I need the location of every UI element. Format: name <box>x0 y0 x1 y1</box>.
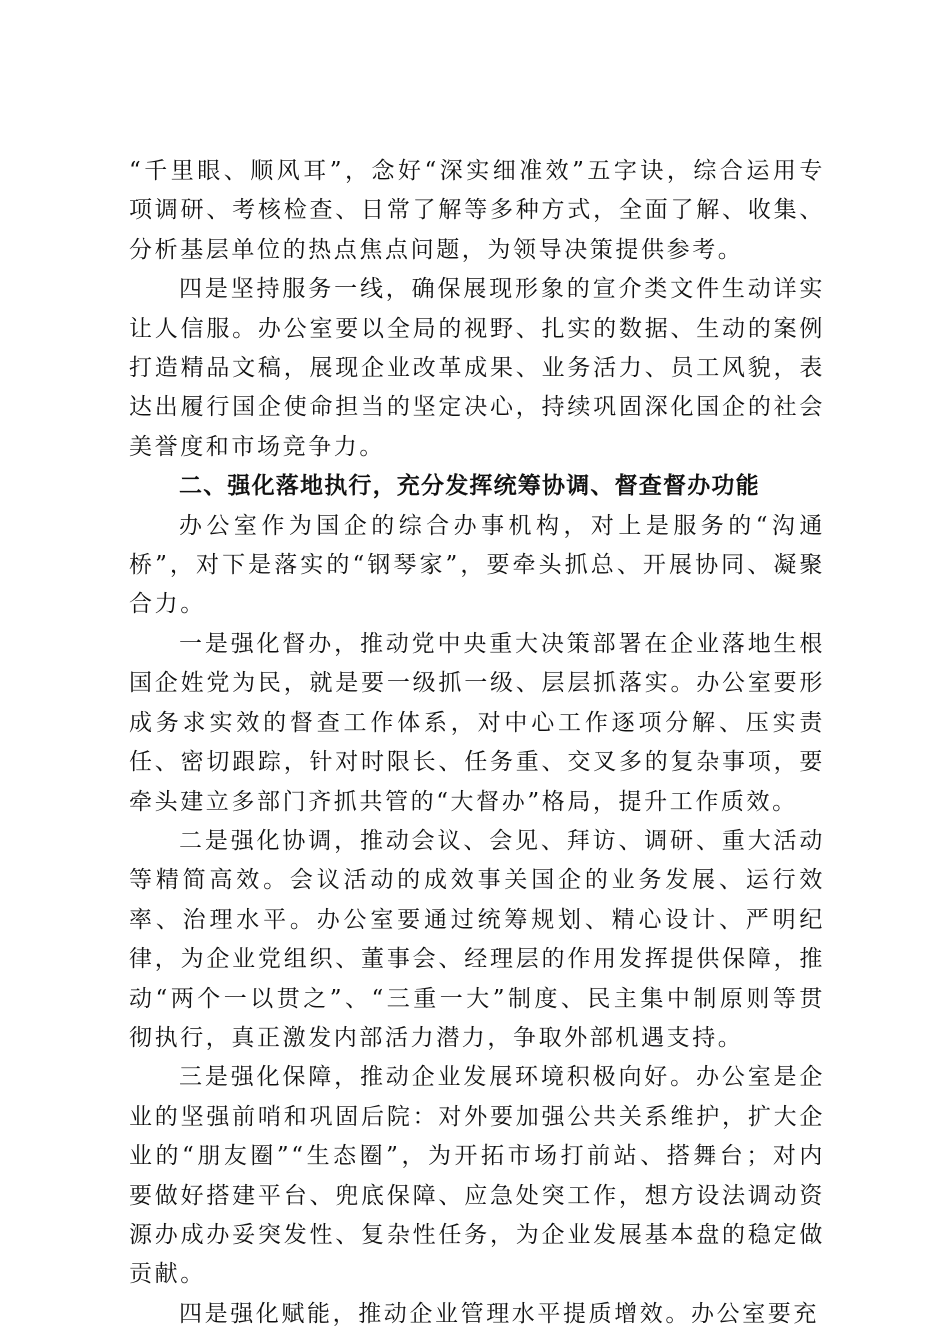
paragraph-continuation: “千里眼、顺风耳”，念好“深实细准效”五字诀，综合运用专项调研、考核检查、日常了解等多种方式，全面了解、收集、分析基层单位的热点焦点问题，为领导决策提供参考。 <box>129 158 825 263</box>
paragraph-point-four-service: 四是坚持服务一线，确保展现形象的宣介类文件生动详实让人信服。办公室要以全局的视野、扎实的数据、生动的案例打造精品文稿，展现企业改革成果、业务活力、员工风貌，表达出履行国企使命担当的坚定决心，持续巩固深化国企的社会美誉度和市场竞争力。 <box>129 276 825 460</box>
paragraph-point-one-supervision: 一是强化督办，推动党中央重大决策部署在企业落地生根国企姓党为民，就是要一级抓一级、层层抓落实。办公室要形成务求实效的督查工作体系，对中心工作逐项分解、压实责任、密切跟踪，针对时限长、任务重、交叉多的复杂事项，要牵头建立多部门齐抓共管的“大督办”格局，提升工作质效。 <box>129 630 825 815</box>
document-body <box>129 152 825 1334</box>
paragraph-point-four-empowerment: 四是强化赋能，推动企业管理水平提质增效。办公室要充 <box>179 1300 819 1327</box>
paragraph-point-three-support: 三是强化保障，推动企业发展环境积极向好。办公室是企业的坚强前哨和巩固后院：对外要加强公共关系维护，扩大企业的“朋友圈”“生态圈”，为开拓市场打前站、搭舞台；对内要做好搭建平台、兜底保障、应急处突工作，想方设法调动资源办成办妥突发性、复杂性任务，为企业发展基本盘的稳定做贡献。 <box>129 1064 825 1288</box>
paragraph-point-two-coordination: 二是强化协调，推动会议、会见、拜访、调研、重大活动等精简高效。会议活动的成效事关国企的业务发展、运行效率、治理水平。办公室要通过统筹规划、精心设计、严明纪律，为企业党组织、董事会、经理层的作用发挥提供保障，推动“两个一以贯之”、“三重一大”制度、民主集中制原则等贯彻执行，真正激发内部活力潜力，争取外部机遇支持。 <box>129 827 825 1051</box>
paragraph-section-intro: 办公室作为国企的综合办事机构，对上是服务的“沟通桥”，对下是落实的“钢琴家”，要牵头抓总、开展协同、凝聚合力。 <box>129 512 825 618</box>
section-heading-two: 二、强化落地执行，充分发挥统筹协调、督查督办功能 <box>179 473 760 500</box>
